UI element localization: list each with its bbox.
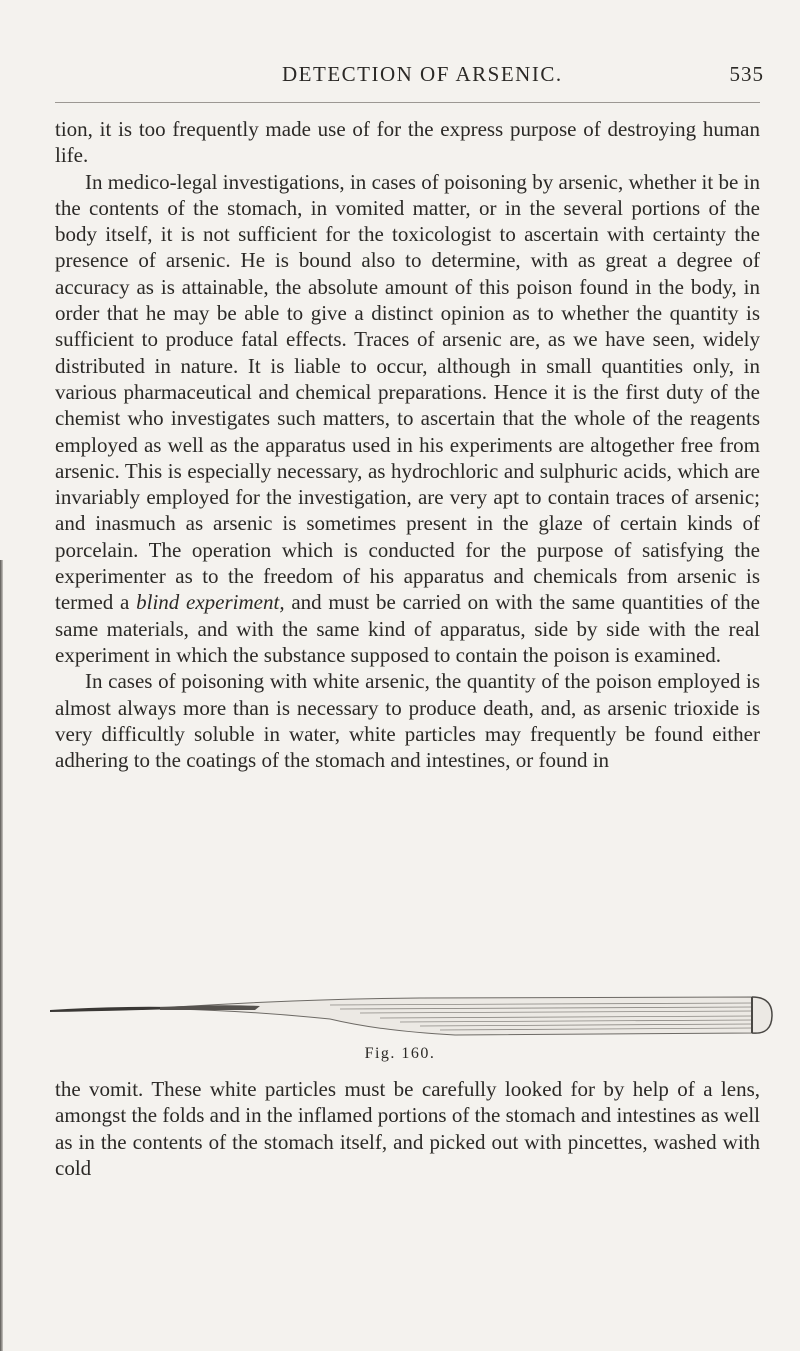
body-text-upper (55, 116, 760, 773)
figure-caption: Fig. 160. (364, 1045, 436, 1062)
page-binding-edge (0, 560, 3, 1351)
paragraph-blind-experiment (55, 169, 760, 669)
figure-160 (0, 985, 800, 1070)
tube-taper (160, 1005, 260, 1010)
paragraph-white-arsenic: In cases of poisoning with white arsenic, the quantity of the poison employed is almost always more than is necessary to produce death, and, as arsenic trioxide is very difficultly soluble in water, white particles may frequently be found either adhering to the coatings of the stomach and intestines, or found in (55, 669, 760, 773)
tube-tip (50, 1007, 175, 1012)
page-header (0, 62, 800, 92)
emphasis-term: blind experiment, (136, 590, 285, 615)
paragraph-vomit: the vomit. These white particles must be carefully looked for by help of a lens, amongst the folds and in the inflamed portions of the stomach and intestines as well as in the contents of the stomach itself, and picked out with pincettes, washed with cold (55, 1077, 760, 1180)
body-text-lower (55, 1076, 760, 1181)
header-rule (55, 102, 760, 103)
paragraph-continued: tion, it is too frequently made use of for the express purpose of destroying human life. (55, 117, 760, 168)
reduction-tube-illustration (0, 985, 800, 1045)
running-head: DETECTION OF ARSENIC. (282, 62, 563, 86)
tube-bulb (752, 997, 772, 1033)
tube-outline (175, 997, 752, 1035)
paragraph-text: In medico-legal investigations, in cases of poisoning by arsenic, whether it be in the contents of the stomach, in vomited matter, or in the several portions of the body itself, it is not sufficient for the toxicologist to ascertain with certainty the presence of arsenic. He is bound also to determine, with as great a degree of accuracy as is attainable, the absolute amount of this poison found in the body, in order that he may be able to give a distinct opinion as to whether the quantity is sufficient to produce fatal effects. Traces of arsenic are, as we have seen, widely distributed in nature. It is liable to occur, although in small quantities only, in various pharmaceutical and chemical preparations. Hence it is the first duty of the chemist who investigates such matters, to ascertain that the whole of the reagents employed as well as the apparatus used in his experiments are altogether free from arsenic. This is especially necessary, as hydrochloric and sulphuric acids, which are invariably employed for the investigation, are very apt to contain traces of arsenic; and inasmuch as arsenic is sometimes present in the glaze of certain kinds of porcelain. The operation which is conducted for the purpose of satisfying the experimenter as to the freedom of his apparatus and chemicals from arsenic is termed a (55, 169, 760, 615)
paragraph-text: and must be carried on with the same quantities of the same materials, and with the same kind of apparatus, side by side with the real experiment in which the substance supposed to contain the poison is examined. (55, 590, 761, 667)
page-number: 535 (729, 62, 764, 86)
